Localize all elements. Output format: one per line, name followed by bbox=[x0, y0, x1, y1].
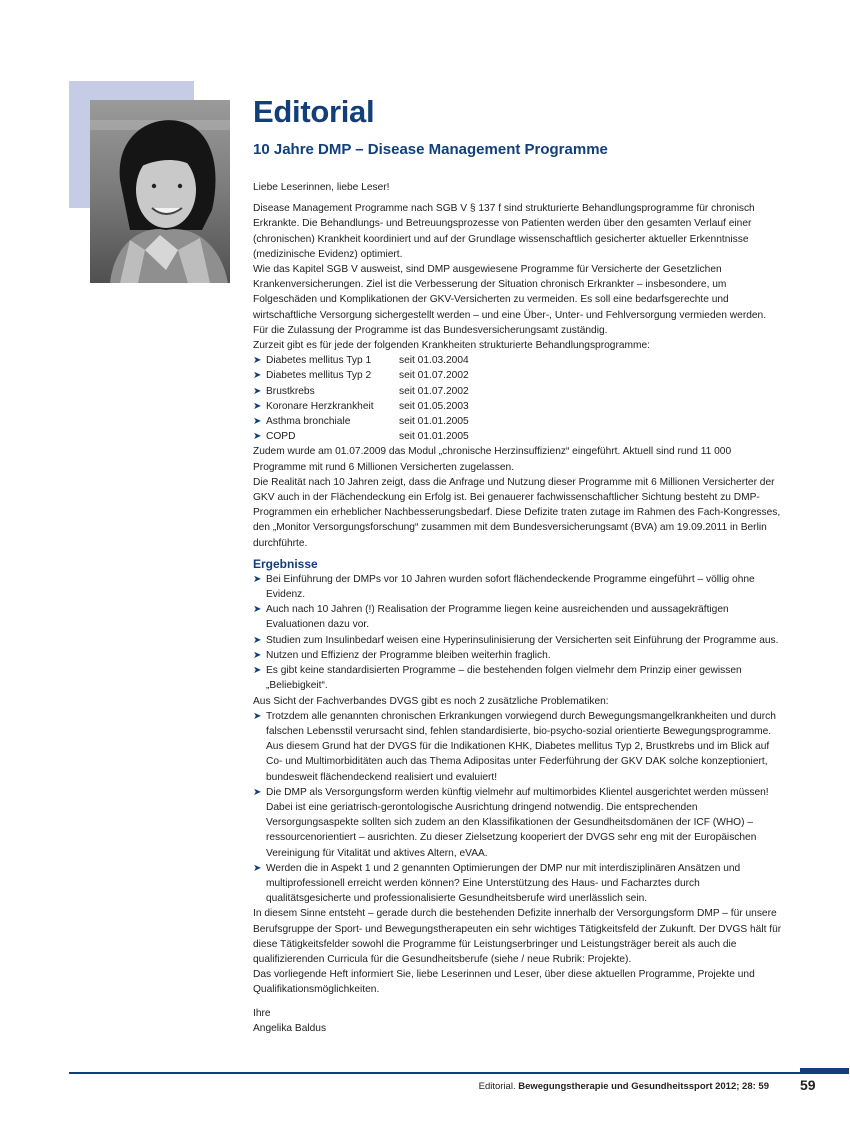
arrow-bullet-icon: ➤ bbox=[253, 431, 262, 443]
list-item: ➤ Es gibt keine standardisierten Programme – die bestehenden folgen vielmehr dem Prinzip einer gewissen „Beliebigkeit“. bbox=[253, 663, 783, 693]
list-item: ➤ Diabetes mellitus Typ 1 seit 01.03.2004 bbox=[253, 353, 783, 368]
author-portrait bbox=[90, 100, 230, 283]
list-item: ➤ COPD seit 01.01.2005 bbox=[253, 429, 783, 444]
page-number: 59 bbox=[800, 1077, 816, 1093]
article-body bbox=[253, 180, 783, 1036]
arrow-bullet-icon: ➤ bbox=[253, 786, 262, 798]
greeting: Liebe Leserinnen, liebe Leser! bbox=[253, 182, 390, 193]
footer-journal: Bewegungstherapie und Gesundheitssport 2012; 28: 59 bbox=[518, 1081, 769, 1092]
paragraph-8: Das vorliegende Heft informiert Sie, liebe Leserinnen und Leser, über diese aktuellen Programme, Projekte und Qualifikationsmöglichkeiten. bbox=[253, 969, 755, 996]
arrow-bullet-icon: ➤ bbox=[253, 370, 262, 382]
results-list bbox=[253, 572, 783, 694]
paragraph-1: Disease Management Programme nach SGB V § 137 f sind strukturierte Behandlungsprogramme für chronisch Erkrankte. Die Behandlungs- und Betreuungsprozesse von Patienten werden über den gesamten Verlauf einer (chronischen) Krankheit koordiniert und auf der Grundlage wissenschaftlich gesicherter aktueller Erkenntnisse (medizinische Evidenz) optimiert. bbox=[253, 203, 755, 260]
list-item: ➤ Trotzdem alle genannten chronischen Erkrankungen vorwiegend durch Bewegungsmangelkrankheiten und durch falschen Lebensstil verursacht sind, fehlen standardisierte, bio-psycho-sozial orientierte Bewegungsprogramme. Aus diesem Grund hat der DVGS für die Indikationen KHK, Diabetes mellitus Typ 2, Brustkrebs und im Blick auf Co- und Multimorbiditäten auch das Thema Adipositas unter Federführung der GKV DAK solche konzeptioniert, bundesweit flächendeckend realisiert und evaluiert! bbox=[253, 709, 783, 785]
dmp-program-list bbox=[253, 353, 783, 444]
footer-section: Editorial. bbox=[478, 1081, 516, 1092]
list-item: ➤ Werden die in Aspekt 1 und 2 genannten Optimierungen der DMP nur mit interdisziplinären Ansätzen und multiprofessionell erreicht werden können? Eine Unterstützung des Haus- und Facharztes durch qualitätsgesicherte und professionalisierte Gesundheitsberufe wird unerlässlich sein. bbox=[253, 861, 783, 907]
arrow-bullet-icon: ➤ bbox=[253, 710, 262, 722]
list-item: ➤ Die DMP als Versorgungsform werden künftig vielmehr auf multimorbides Klientel ausgerichtet werden müssen! Dabei ist eine geriatrisch-gerontologische Ausrichtung dringend notwendig. Die entsprechenden Versorgungsaspekte sollten sich zudem an den Klassifikationen der Gesundheitsdomänen der ICF (WHO) – ressourcenorientiert – ausrichten. Zu dieser Zielsetzung kooperiert der DVGS sehr eng mit der Europäischen Vereinigung für Vitalität und aktives Altern, eVAA. bbox=[253, 785, 783, 861]
list-item: ➤ Asthma bronchiale seit 01.01.2005 bbox=[253, 414, 783, 429]
author-name: Angelika Baldus bbox=[253, 1022, 327, 1034]
article-subtitle: 10 Jahre DMP – Disease Management Programme bbox=[253, 141, 608, 158]
arrow-bullet-icon: ➤ bbox=[253, 649, 262, 661]
arrow-bullet-icon: ➤ bbox=[253, 385, 262, 397]
arrow-bullet-icon: ➤ bbox=[253, 573, 262, 585]
paragraph-3: Zurzeit gibt es für jede der folgenden Krankheiten strukturierte Behandlungsprogramme: bbox=[253, 340, 650, 352]
list-item: ➤ Bei Einführung der DMPs vor 10 Jahren wurden sofort flächendeckende Programme eingeführt – völlig ohne Evidenz. bbox=[253, 572, 783, 602]
arrow-bullet-icon: ➤ bbox=[253, 665, 262, 677]
arrow-bullet-icon: ➤ bbox=[253, 400, 262, 412]
footer-citation bbox=[479, 1080, 769, 1094]
paragraph-2: Wie das Kapitel SGB V ausweist, sind DMP ausgewiesene Programme für Versicherte der Gesetzlichen Krankenversicherungen. Ziel ist die Verbesserung der Situation chronisch Erkrankter – insbesondere, um Folgeschäden und Komplikationen der GKV-Versicherten zu vermeiden. Es soll eine bedarfsgerechte und wirtschaftliche Versorgung sichergestellt werden – und eine Über-, Unter- und Fehlversorgung vermieden werden. Für die Zulassung der Programme ist das Bundesversicherungsamt zuständig. bbox=[253, 264, 767, 336]
paragraph-4: Zudem wurde am 01.07.2009 das Modul „chronische Herzinsuffizienz“ eingeführt. Aktuell sind rund 11 000 Programme mit rund 6 Millionen Versicherten zugelassen. bbox=[253, 446, 732, 473]
paragraph-6: Aus Sicht der Fachverbandes DVGS gibt es noch 2 zusätzliche Problematiken: bbox=[253, 695, 609, 707]
arrow-bullet-icon: ➤ bbox=[253, 604, 262, 616]
arrow-bullet-icon: ➤ bbox=[253, 862, 262, 874]
list-item: ➤ Brustkrebs seit 01.07.2002 bbox=[253, 384, 783, 399]
page-title: Editorial bbox=[253, 94, 375, 129]
problems-list bbox=[253, 709, 783, 907]
arrow-bullet-icon: ➤ bbox=[253, 416, 262, 428]
section-heading: Ergebnisse bbox=[253, 556, 318, 571]
paragraph-5: Die Realität nach 10 Jahren zeigt, dass die Anfrage und Nutzung dieser Programme mit 6 Millionen Versicherter der GKV auch in der Flächendeckung ein Erfolg ist. Bei genauerer fachwissenschaftlicher Sichtung besteht zu DMP-Programmen ein erheblicher Nachbesserungsbedarf. Diese Defizite traten zutage im Rahmen des Fach-Kongresses, den „Monitor Versorgungsforschung“ zusammen mit dem Bundesversicherungsamt (BVA) am 19.09.2011 in Berlin durchführte. bbox=[253, 476, 781, 549]
list-item: ➤ Nutzen und Effizienz der Programme bleiben weiterhin fraglich. bbox=[253, 648, 783, 663]
list-item: ➤ Studien zum Insulinbedarf weisen eine Hyperinsulinisierung der Versicherten seit Einführung der Programme aus. bbox=[253, 633, 783, 648]
footer-rule bbox=[69, 1072, 800, 1074]
list-item: ➤ Auch nach 10 Jahren (!) Realisation der Programme liegen keine ausreichenden und aussagekräftigen Evaluationen dazu vor. bbox=[253, 602, 783, 632]
closing: Ihre bbox=[253, 1007, 271, 1019]
footer-accent-block bbox=[800, 1068, 849, 1074]
list-item: ➤ Diabetes mellitus Typ 2 seit 01.07.2002 bbox=[253, 368, 783, 383]
arrow-bullet-icon: ➤ bbox=[253, 355, 262, 367]
paragraph-7: In diesem Sinne entsteht – gerade durch die bestehenden Defizite innerhalb der Versorgungsform DMP – für unsere Berufsgruppe der Sport- und Bewegungstherapeuten ein sehr wichtiges Tätigkeitsfeld der Zukunft. Der DVGS hält für diese Tätigkeitsfelder sowohl die Programme für Leistungserbringer und Leistungsträger bereit als auch die qualifizierenden Curricula für die Gesundheitsberufe (siehe / neue Rubrik: Projekte). bbox=[253, 908, 782, 965]
list-item: ➤ Koronare Herzkrankheit seit 01.05.2003 bbox=[253, 399, 783, 414]
arrow-bullet-icon: ➤ bbox=[253, 634, 262, 646]
